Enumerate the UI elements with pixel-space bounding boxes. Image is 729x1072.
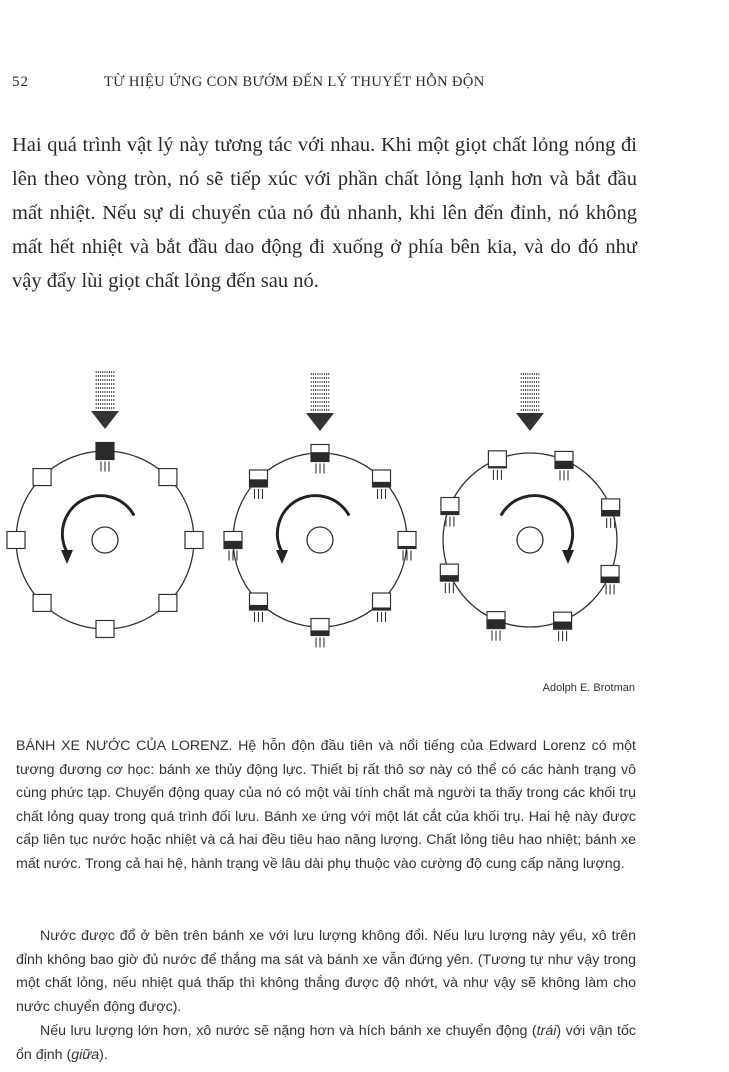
body-paragraph: Hai quá trình vật lý này tương tác với nhau. Khi một giọt chất lỏng nóng đi lên theo vòng tròn, nó sẽ tiếp xúc với phần chất lỏng lạnh hơn và bắt đầu mất nhiệt. Nếu sự di chuyển của nó đủ nhanh, khi lên đến đỉnh, nó không mất hết nhiệt và bắt đầu dao động đi xuống ở phía bên kia, và do đó như vậy đẩy lùi giọt chất lỏng đến sau nó. <box>12 134 637 292</box>
wheel-hub <box>517 527 543 553</box>
rotation-arc <box>277 496 349 552</box>
caption-paragraph-2: Nước được đổ ở bên trên bánh xe với lưu lượng không đổi. Nếu lưu lượng này yếu, xô trên đỉnh không bao giờ đủ nước để thắng ma sát và bánh xe vẫn đứng yên. (Tương tự như vậy trong một chất lỏng, nếu nhiệt quá thấp thì không thắng được độ nhớt, và như vậy sẽ không làm cho nước chuyển động được). <box>16 928 636 1015</box>
caption-3-part-e: ). <box>99 1046 108 1063</box>
waterwheel-2 <box>224 373 416 648</box>
waterwheel-1 <box>7 371 203 638</box>
bucket <box>441 498 459 527</box>
bucket-water <box>311 630 329 635</box>
bucket <box>487 612 505 641</box>
bucket <box>96 443 114 472</box>
bucket <box>440 564 458 593</box>
caption-paragraph-1: BÁNH XE NƯỚC CỦA LORENZ. Hệ hỗn độn đầu tiên và nổi tiếng của Edward Lorenz có một tương đương cơ học: bánh xe thủy động lực. Thiết bị rất thô sơ này có thể có các hành trạng vô cùng phức tạp. Chuyển động quay của nó có một vài tính chất mà người ta thấy trong các khối trụ chất lỏng quay trong quá trình đối lưu. Bánh xe ứng với một lát cắt của khối trụ. Hai hệ này được cấp liên tục nước hoặc nhiệt và cả hai đều tiêu hao năng lượng. Chất lỏng tiêu hao nhiệt; bánh xe mất nước. Trong cả hai hệ, hành trạng về lâu dài phụ thuộc vào cường độ cung cấp năng lượng. <box>16 738 636 872</box>
bucket-water <box>373 482 391 487</box>
bucket-outline <box>33 594 51 611</box>
bucket-water <box>398 546 416 549</box>
bucket-water <box>224 541 242 549</box>
bucket-outline <box>185 532 203 549</box>
bucket-water <box>311 452 329 461</box>
bucket <box>555 451 573 480</box>
bucket <box>488 451 506 480</box>
rotation-arc <box>62 496 134 552</box>
bucket <box>311 619 329 648</box>
bucket <box>373 593 391 622</box>
bucket <box>7 532 25 549</box>
waterwheel-illustration <box>0 370 729 670</box>
bucket-water <box>554 622 572 630</box>
bucket <box>224 532 242 561</box>
bucket <box>311 445 329 474</box>
page-number: 52 <box>12 74 29 90</box>
wheel-hub <box>92 527 118 553</box>
bucket-water <box>249 479 267 487</box>
bucket-water <box>96 443 114 460</box>
bucket <box>554 612 572 641</box>
water-inflow-arrowhead <box>91 411 119 429</box>
bucket <box>185 532 203 549</box>
bucket-outline <box>159 594 177 611</box>
bucket <box>159 594 177 611</box>
rotation-arc <box>501 496 573 552</box>
waterwheel-3 <box>440 373 619 641</box>
bucket-water <box>488 466 506 468</box>
wheel-rim <box>443 453 617 627</box>
bucket <box>249 470 267 499</box>
running-title: TỪ HIỆU ỨNG CON BƯỚM ĐẾN LÝ THUYẾT HỖN ĐỘN <box>104 74 485 90</box>
bucket-water <box>249 605 267 610</box>
caption-paragraph-3 <box>16 1020 636 1067</box>
bucket <box>33 594 51 611</box>
bucket-water <box>601 577 619 583</box>
bucket-water <box>373 607 391 610</box>
bucket <box>373 470 391 499</box>
bucket-water <box>555 461 573 469</box>
bucket-outline <box>33 469 51 486</box>
wheel-hub <box>307 527 333 553</box>
rotation-arrowhead <box>61 550 73 564</box>
figure-credit: Adolph E. Brotman <box>542 682 635 694</box>
lorenz-waterwheel-figure <box>0 370 729 670</box>
bucket-water <box>487 619 505 628</box>
bucket <box>398 532 416 561</box>
caption-3-left-ref: trái <box>536 1023 557 1039</box>
bucket-outline <box>7 532 25 549</box>
caption-3-middle-ref: giữa <box>71 1046 100 1063</box>
bucket <box>96 621 114 638</box>
page-header <box>12 72 652 96</box>
water-inflow-arrowhead <box>516 413 544 431</box>
caption-3-part-c: ) với vận tốc ổn định ( <box>16 1023 636 1063</box>
water-inflow-arrowhead <box>306 413 334 431</box>
bucket-water <box>441 511 459 514</box>
caption-3-part-a: Nếu lưu lượng lớn hơn, xô nước sẽ nặng hơn và hích bánh xe chuyển động ( <box>40 1023 537 1039</box>
bucket-outline <box>488 451 506 468</box>
rotation-arrowhead <box>562 550 574 564</box>
bucket-outline <box>96 621 114 638</box>
bucket <box>33 469 51 486</box>
bucket <box>159 469 177 486</box>
bucket-water <box>440 575 458 581</box>
bucket-outline <box>159 469 177 486</box>
bucket <box>249 593 267 622</box>
bucket <box>602 499 620 528</box>
bucket <box>601 565 619 594</box>
bucket-water <box>602 510 620 516</box>
rotation-arrowhead <box>276 550 288 564</box>
